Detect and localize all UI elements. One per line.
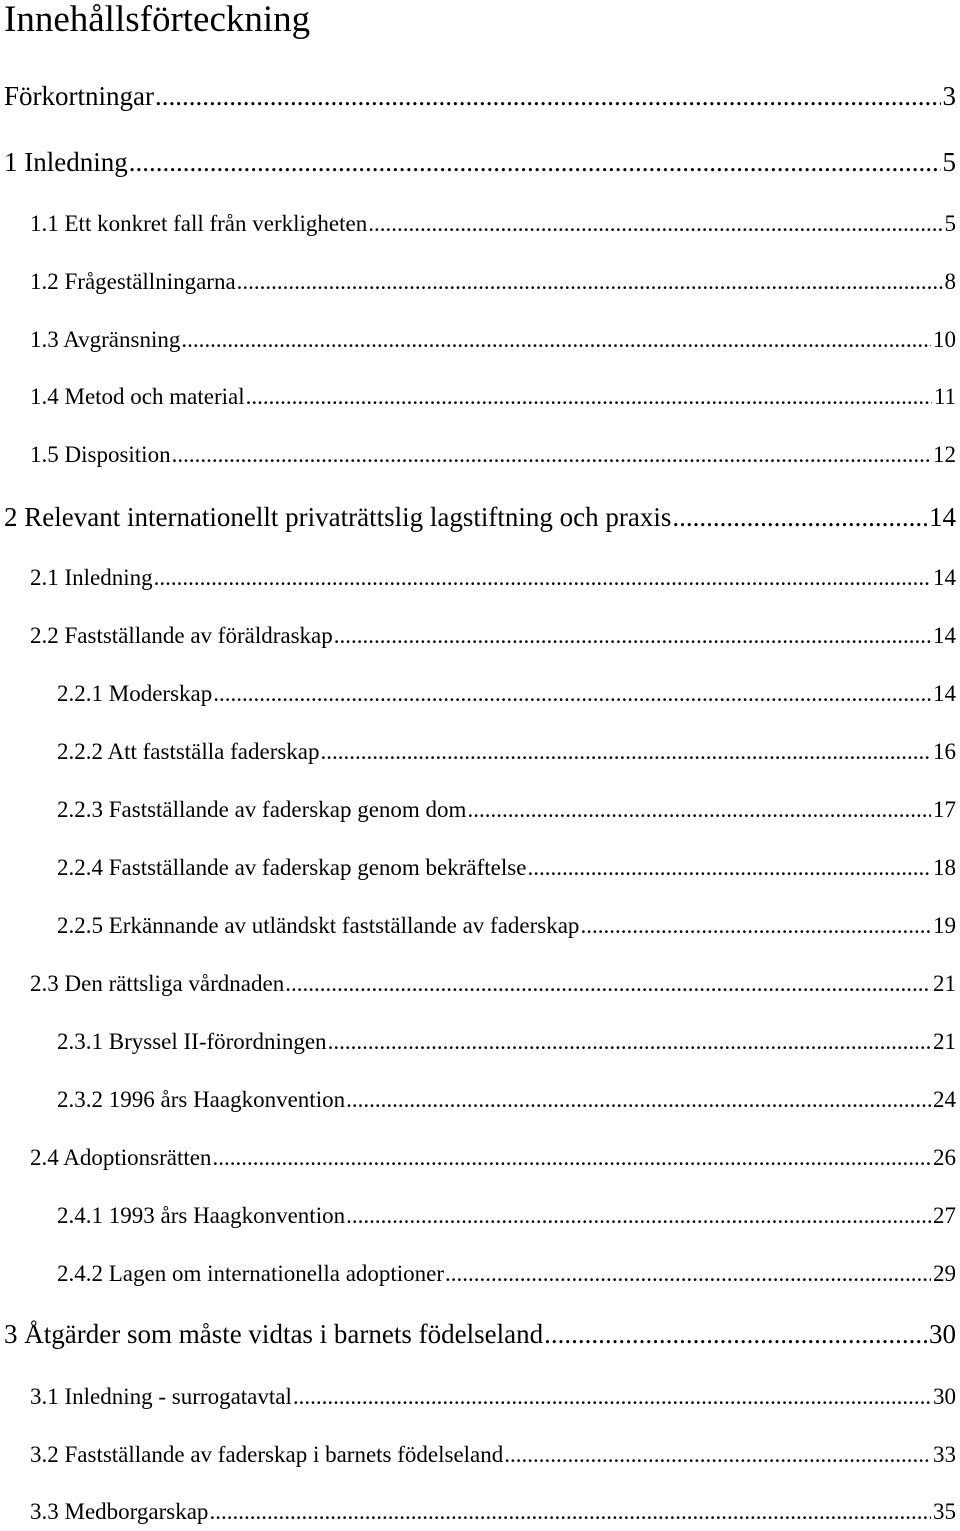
toc-entry-label: 3.2 Fastställande av faderskap i barnets födelseland (30, 1442, 504, 1467)
toc-entry-page-number: 17 (933, 797, 956, 822)
dot-leader (154, 562, 931, 594)
toc-entry-page-number: 16 (933, 739, 956, 764)
dot-leader (467, 794, 931, 826)
dot-leader (368, 208, 942, 240)
toc-entry[interactable] (30, 266, 956, 298)
toc-entry-label: 2.3 Den rättsliga vårdnaden (30, 971, 285, 996)
toc-entry-label: 2.1 Inledning (30, 565, 153, 590)
toc-entry-page-number: 26 (933, 1145, 956, 1170)
toc-entry-page-number: 5 (942, 147, 956, 177)
toc-entry[interactable] (30, 381, 956, 413)
dot-leader (181, 324, 931, 356)
toc-entry-page-number: 27 (933, 1203, 956, 1228)
toc-entry-page-number: 14 (933, 623, 956, 648)
toc-entry-label: 3.3 Medborgarskap (30, 1499, 209, 1524)
toc-entry-label: 1.1 Ett konkret fall från verkligheten (30, 211, 368, 236)
dot-leader (212, 1142, 931, 1174)
toc-entry[interactable] (30, 439, 956, 471)
toc-entry-page-number: 11 (933, 384, 956, 409)
dot-leader (544, 1316, 927, 1352)
toc-entry[interactable] (30, 1142, 956, 1174)
toc-entry[interactable] (30, 1496, 956, 1528)
dot-leader (504, 1439, 931, 1471)
dot-leader (527, 852, 931, 884)
toc-entry-label: 2.2.3 Fastställande av faderskap genom dom (57, 797, 467, 822)
dot-leader (334, 620, 931, 652)
toc-entry-label: 1.5 Disposition (30, 442, 171, 467)
toc-entry[interactable] (4, 499, 956, 535)
dot-leader (209, 1496, 931, 1528)
toc-entry-label: 2.3.2 1996 års Haagkonvention (57, 1087, 346, 1112)
toc-entry[interactable] (57, 1200, 956, 1232)
toc-entry[interactable] (30, 620, 956, 652)
toc-entry-page-number: 14 (933, 565, 956, 590)
toc-entry[interactable] (30, 968, 956, 1000)
toc-entry[interactable] (57, 736, 956, 768)
toc-entry-page-number: 29 (933, 1261, 956, 1286)
dot-leader (213, 678, 931, 710)
dot-leader (672, 499, 927, 535)
toc-entry-label: 2 Relevant internationellt privaträttslig lagstiftning och praxis (4, 502, 672, 532)
toc-entry[interactable] (30, 324, 956, 356)
dot-leader (293, 1381, 931, 1413)
dot-leader (346, 1200, 931, 1232)
toc-entry[interactable] (4, 78, 956, 114)
toc-entry-page-number: 19 (933, 913, 956, 938)
toc-entry[interactable] (57, 794, 956, 826)
toc-entry-page-number: 21 (933, 1029, 956, 1054)
toc-entry-page-number: 33 (933, 1442, 956, 1467)
toc-entry-label: 3 Åtgärder som måste vidtas i barnets födelseland (4, 1319, 544, 1349)
toc-entry[interactable] (30, 562, 956, 594)
toc-entry-label: 2.2 Fastställande av föräldraskap (30, 623, 333, 648)
toc-entry-label: 2.2.5 Erkännande av utländskt fastställande av faderskap (57, 913, 580, 938)
toc-entry-label: 2.4.2 Lagen om internationella adoptioner (57, 1261, 445, 1286)
dot-leader (285, 968, 931, 1000)
dot-leader (129, 144, 941, 180)
dot-leader (246, 381, 932, 413)
toc-entry-label: Förkortningar (4, 81, 154, 111)
dot-leader (172, 439, 931, 471)
toc-entry[interactable] (30, 208, 956, 240)
toc-entry-page-number: 14 (933, 681, 956, 706)
toc-entry[interactable] (4, 1316, 956, 1352)
dot-leader (445, 1258, 931, 1290)
toc-entry-page-number: 35 (933, 1499, 956, 1524)
toc-entry[interactable] (57, 1084, 956, 1116)
toc-title: Innehållsförteckning (4, 0, 311, 40)
toc-entry-page-number: 30 (933, 1384, 956, 1409)
toc-entry-label: 2.4 Adoptionsrätten (30, 1145, 212, 1170)
toc-entry-label: 1.3 Avgränsning (30, 327, 181, 352)
toc-entry-label: 3.1 Inledning - surrogatavtal (30, 1384, 292, 1409)
toc-entry-label: 2.2.1 Moderskap (57, 681, 213, 706)
dot-leader (346, 1084, 931, 1116)
toc-entry[interactable] (57, 1258, 956, 1290)
toc-entry-page-number: 14 (929, 502, 956, 532)
toc-entry-page-number: 24 (933, 1087, 956, 1112)
toc-entry-page-number: 3 (942, 81, 956, 111)
toc-entry-page-number: 5 (944, 211, 956, 236)
toc-entry[interactable] (57, 678, 956, 710)
toc-entry-page-number: 8 (944, 269, 956, 294)
dot-leader (580, 910, 931, 942)
toc-entry-label: 2.2.4 Fastställande av faderskap genom bekräftelse (57, 855, 527, 880)
toc-entry-label: 2.3.1 Bryssel II-förordningen (57, 1029, 327, 1054)
toc-entry-page-number: 12 (933, 442, 956, 467)
toc-entry-page-number: 10 (933, 327, 956, 352)
toc-entry-label: 1.4 Metod och material (30, 384, 245, 409)
toc-entry[interactable] (30, 1439, 956, 1471)
toc-entry[interactable] (30, 1381, 956, 1413)
toc-entry[interactable] (4, 144, 956, 180)
toc-entry-label: 1 Inledning (4, 147, 128, 177)
toc-entry[interactable] (57, 1026, 956, 1058)
toc-entry-label: 2.2.2 Att fastställa faderskap (57, 739, 320, 764)
toc-entry-label: 2.4.1 1993 års Haagkonvention (57, 1203, 346, 1228)
dot-leader (155, 78, 941, 114)
toc-entry-page-number: 18 (933, 855, 956, 880)
dot-leader (321, 736, 931, 768)
toc-entry-page-number: 30 (929, 1319, 956, 1349)
toc-entry[interactable] (57, 852, 956, 884)
dot-leader (237, 266, 943, 298)
toc-entry-label: 1.2 Frågeställningarna (30, 269, 236, 294)
dot-leader (328, 1026, 931, 1058)
toc-entry[interactable] (57, 910, 956, 942)
toc-entry-page-number: 21 (933, 971, 956, 996)
